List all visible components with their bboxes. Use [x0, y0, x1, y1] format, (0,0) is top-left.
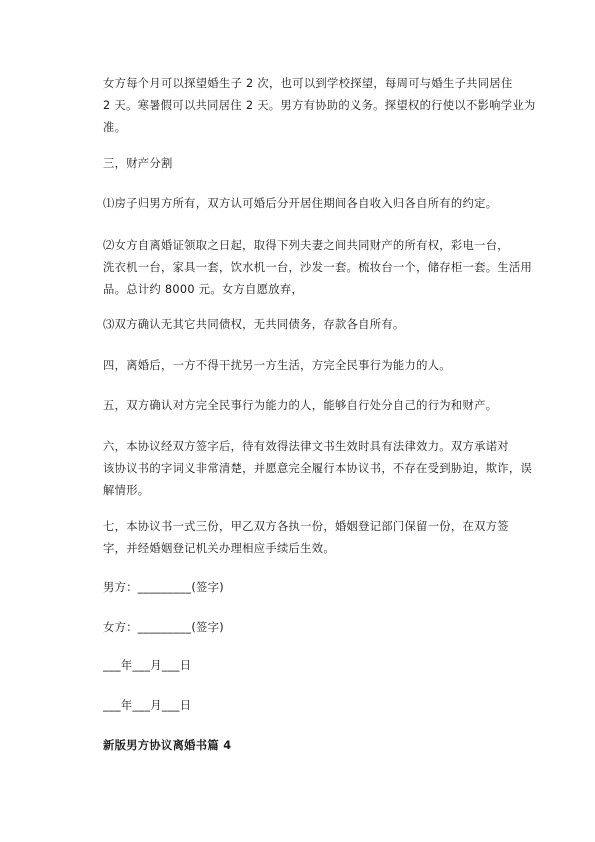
paragraph-capacity [103, 395, 539, 417]
text-line: 2 天。寒暑假可以共同居住 2 天。男方有协助的义务。探望权的行使以不影响学业为 [103, 99, 536, 112]
text-line: 六，本协议经双方签字后，待有效得法律文书生效时具有法律效力。双方承诺对 [103, 440, 509, 453]
signature-female [103, 617, 539, 639]
text-line: 解情形。 [103, 484, 150, 497]
paragraph-house [103, 193, 539, 215]
text-line: 洗衣机一台，家具一套，饮水机一台，沙发一套。梳妆台一个，储存柜一套。生活用 [103, 261, 533, 274]
text-line: 准。 [103, 121, 127, 134]
next-section-heading [103, 735, 539, 757]
text-line: ⑶双方确认无其它共同债权，无共同债务，存款各自所有。 [103, 318, 405, 331]
text-line: ⑵女方自离婚证领取之日起，取得下列夫妻之间共同财产的所有权，彩电一台， [103, 239, 509, 252]
signature-line: 女方：_________(签字) [103, 621, 224, 634]
text-line: 七，本协议书一式三份，甲乙双方各执一份，婚姻登记部门保留一份，在双方签 [103, 520, 509, 533]
text-line: 字，并经婚姻登记机关办理相应手续后生效。 [103, 542, 335, 555]
paragraph-shared-property [103, 235, 539, 301]
date-text: ___年___月___日 [103, 659, 192, 672]
paragraph-debts [103, 314, 539, 336]
paragraph-copies [103, 516, 539, 560]
date-line-1 [103, 655, 539, 677]
text-line: 四，离婚后，一方不得干扰另一方生活，方完全民事行为能力的人。 [103, 359, 451, 372]
paragraph-visitation [103, 73, 539, 139]
text-line: 该协议书的字词义非常清楚，并愿意完全履行本协议书，不存在受到胁迫，欺诈，误 [103, 462, 533, 475]
text-line: 五，双方确认对方完全民事行为能力的人，能够自行处分自己的行为和财产。 [103, 399, 498, 412]
text-line: 女方每个月可以探望婚生子 2 次，也可以到学校探望，每周可与婚生子共同居住 [103, 77, 513, 90]
signature-male [103, 577, 539, 599]
paragraph-no-interference [103, 355, 539, 377]
signature-line: 男方：_________(签字) [103, 581, 224, 594]
paragraph-effect [103, 436, 539, 502]
heading-text: 新版男方协议离婚书篇 4 [103, 739, 232, 752]
date-text: ___年___月___日 [103, 699, 192, 712]
text-line: 三，财产分割 [103, 157, 173, 170]
text-line: ⑴房子归男方所有，双方认可婚后分开居住期间各自收入归各自所有的约定。 [103, 197, 498, 210]
text-line: 品。总计约 8000 元。女方自愿放弃， [103, 283, 304, 296]
date-line-2 [103, 695, 539, 717]
section-heading-property [103, 153, 539, 175]
